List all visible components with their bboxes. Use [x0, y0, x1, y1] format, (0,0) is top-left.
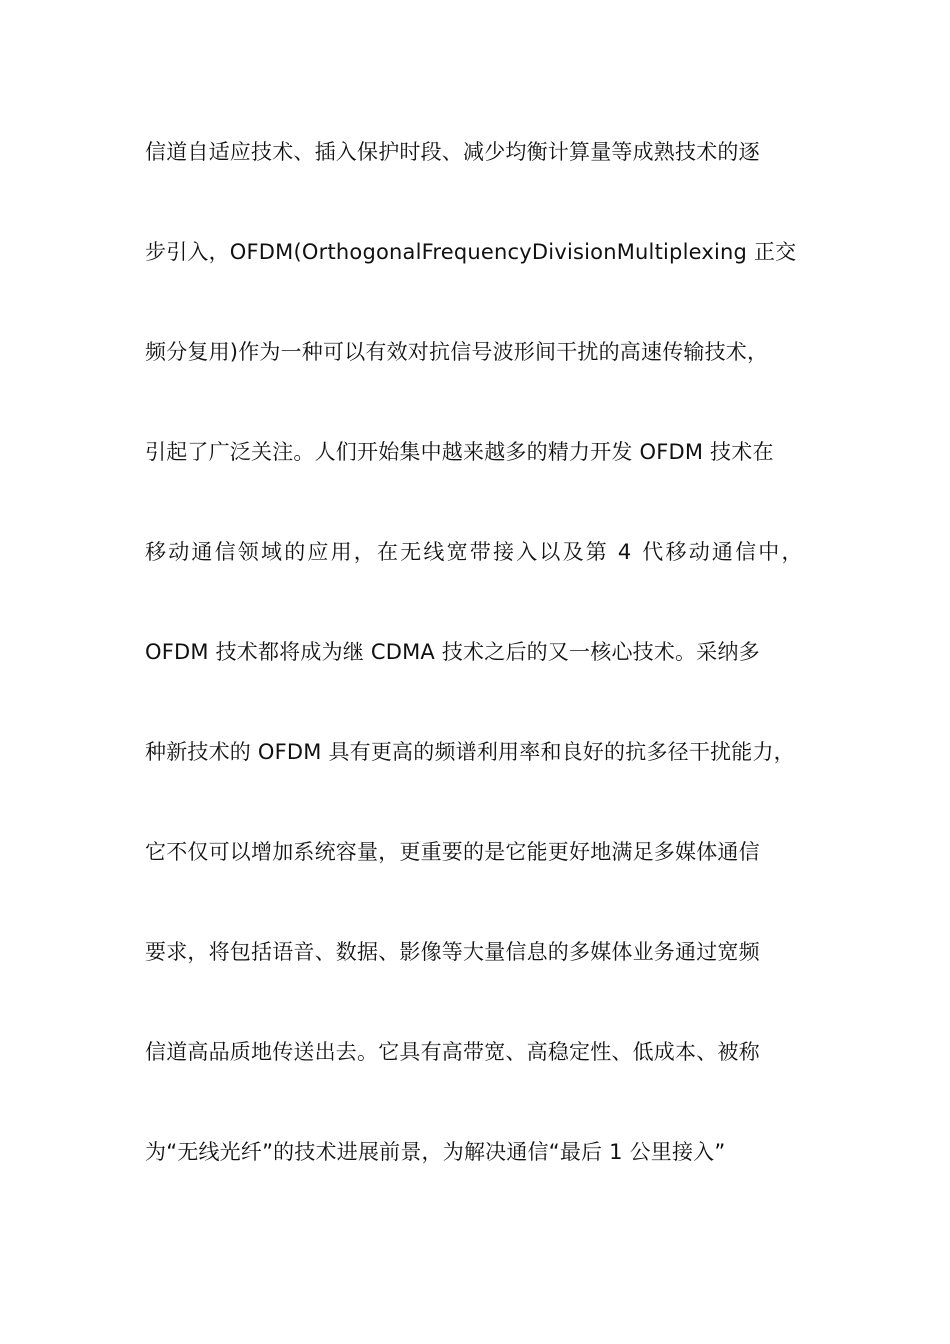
- text-line-4: 引起了广泛关注。人们开始集中越来越多的精力开发 OFDM 技术在: [145, 440, 774, 464]
- text-line-6: OFDM 技术都将成为继 CDMA 技术之后的又一核心技术。采纳多: [145, 640, 760, 664]
- text-line-8: 它不仅可以增加系统容量，更重要的是它能更好地满足多媒体通信: [145, 840, 760, 864]
- text-line-2: 步引入，OFDM(OrthogonalFrequencyDivisionMultiplexing 正交: [145, 240, 797, 264]
- text-line-7: 种新技术的 OFDM 具有更高的频谱利用率和良好的抗多径干扰能力，: [145, 740, 795, 764]
- text-line-5: 移动通信领域的应用，在无线宽带接入以及第 4 代移动通信中，: [145, 540, 805, 564]
- text-line-1: 信道自适应技术、插入保护时段、减少均衡计算量等成熟技术的逐: [145, 140, 760, 164]
- text-line-3: 频分复用)作为一种可以有效对抗信号波形间干扰的高速传输技术，: [145, 340, 769, 364]
- body-paragraph: [145, 132, 825, 1232]
- text-line-9: 要求，将包括语音、数据、影像等大量信息的多媒体业务通过宽频: [145, 940, 760, 964]
- text-line-10: 信道高品质地传送出去。它具有高带宽、高稳定性、低成本、被称: [145, 1040, 760, 1064]
- text-line-11: 为“无线光纤”的技术进展前景，为解决通信“最后 1 公里接入”: [145, 1140, 726, 1164]
